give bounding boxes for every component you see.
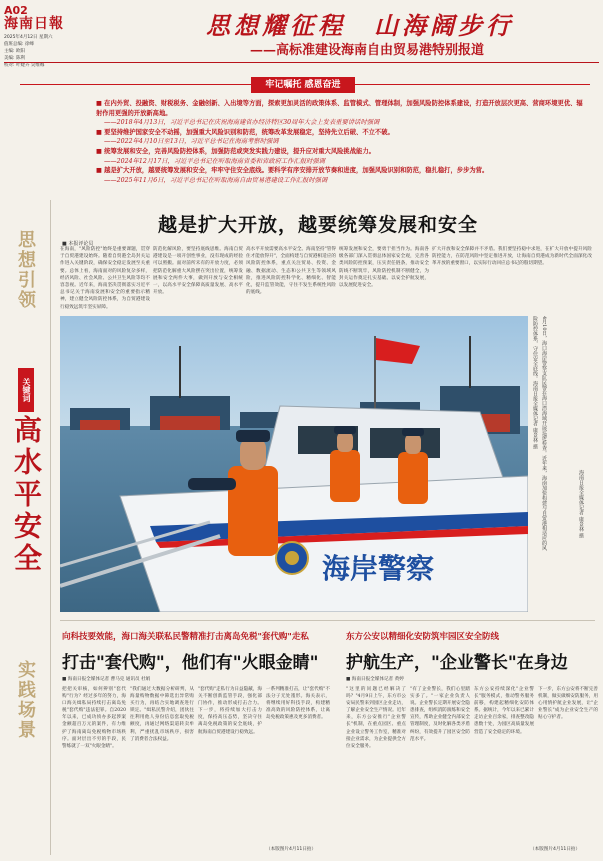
column-label-bottom: 实践场景 [15, 660, 36, 740]
story-right-column: "这里的问题已经解决了吗？"4月9日上午，东方市公安局民警来到园区企业走访，了解企业安全生产情况。近年来，东方公安推行"企业警长"机制，在重点园区、重点企业设立警务工作室，精准对接企业需求，为企业提供全方位安全服务。 [346, 687, 406, 749]
banner-title: 思想耀征程 山海阔步行 [206, 11, 514, 40]
story-right-column: "有了企业警长，我们心里踏实多了。"一家企业负责人说。企业警长定期开展安全隐患排查，组织消防演练和安全宣传，帮助企业健全内部安全管理制度，及时化解各类矛盾纠纷，有效提升了园区安全防范水平。 [410, 687, 470, 742]
photo-credit: 海南日报全媒体记者 康景林 摄 [578, 470, 584, 539]
divider [4, 62, 599, 63]
column-label-mid: 高水平安全 [10, 415, 43, 575]
keyword-tag: 关键词 [18, 368, 34, 412]
masthead-meta-line: 主编: 欧阳 [4, 49, 25, 54]
story-right-kicker: 东方公安以精细化安防筑牢园区安全防线 [346, 632, 500, 642]
story-left-end: （本版图片4月11日拍） [266, 847, 317, 852]
newspaper-logo: 海南日報 [4, 16, 64, 32]
bullet-source: ——2024年12月17日，习近平总书记在听取海南省委和省政府工作汇报时强调 [104, 157, 325, 165]
story-right-headline: 护航生产，"企业警长"在身边 [346, 653, 568, 673]
column-divider [50, 200, 51, 855]
story-right-end: （本版图片4月11日拍） [530, 847, 581, 852]
lead-headline: 越是扩大开放，越要统筹发展和安全 [157, 214, 478, 236]
story-left-column: "套代购"走私行为日益隐蔽，海关不断创新监管手段，强化部门协作，推动形成打击合力。下一步，将持续加大打击力度，保持高压态势，坚决守住离岛免税政策的安全底线，护航海南自贸港建设行稳致远。 [198, 687, 262, 735]
lead-column: 扩大开放和安全保障并不矛盾。我们要坚持稳中求进，在扩大开放中提升风险防控能力，在防范风险中坚定推进开放，让海南自贸港成为新时代全面深化改革开放的重要窗口，以实际行动回应总书记的殷切期望。 [432, 247, 592, 267]
lead-byline: ■ 本报评论员 [62, 241, 94, 247]
story-right-column: 下一步，东方公安将不断完善机制，做实做细安防服务，用心用情护航企业发展，让"企业警长"成为企业安全生产的贴心守护者。 [538, 687, 598, 721]
quote-bullets [96, 99, 588, 185]
masthead-meta-line: 校对: 叶婕卉 吴维娜 [4, 63, 45, 68]
banner-subtitle: ——高标准建设海南自由贸易港特别报道 [250, 43, 485, 58]
bullet-source: ——2022年4月10日至13日，习近平总书记在海南考察时强调 [104, 138, 279, 146]
story-right-source: ■ 海南日报全媒体记者 黄婷 [346, 677, 404, 682]
divider [60, 620, 595, 621]
lead-column: 防范化解风险，要坚持底线思维。海南自贸港建设是一项开创性事业，没有现成的经验可以照搬。面对前所未有的开放力度，必须把防范化解重大风险摆在突出位置，统筹发展和安全两件大事，做到开放与安全相统一，以高水平安全保障高质量发展、高水平开放。 [153, 247, 243, 296]
photo-caption-text: 4月10日，海口海岸警察支队民警在海口湾海域开展巡逻检查。近年来，海南加快构建与自贸港相适应的风险防控体系，守住安全底线。海南日报全媒体记者 康景林 摄 [532, 316, 547, 551]
story-left-source: ■ 海南日报全媒体记者 曹马克 通讯员 杜娟 [62, 677, 151, 682]
bullet-source: ——2018年4月13日，习近平总书记在庆祝海南建省办经济特区30周年大会上发表重要讲话时强调 [104, 119, 380, 127]
story-left-kicker: 向科技要效能，海口海关联私民警精准打击离岛免税"套代购"走私 [62, 632, 309, 642]
lead-column: 统筹发展和安全，要勇于担当作为。海南各级各部门深入贯彻总体国家安全观，完善各类风险防控预案，压实责任链条，推动安全防线不断筑牢，风险防控机制不断健全，为封关运作奠定扎实基础。以安全护航发展，以发展促进安全。 [339, 247, 429, 289]
section-tag: 牢记嘱托 感恩奋进 [251, 77, 355, 93]
photo-caption [530, 316, 600, 612]
masthead-meta-line: 美编: 陈利 [4, 56, 25, 61]
story-left-column: "我们通过大数据分析研判，从海量购物数据中筛选出异常购买行为，再结合实地调查进行锁定。"缉私民警介绍，团伙往往利用他人身份信息套取免税额度，再通过网络渠道转卖牟利，严重扰乱市场秩序，损害了消费者合法权益。 [130, 687, 194, 742]
story-left-column: 一系列精准打击，让"套代购"不法分子无处遁形。海关表示，将继续用好科技手段，构建精准高效的风险防控体系，让离岛免税政策惠及更多消费者。 [266, 687, 330, 721]
lead-column: 在海南，"风险防控"始终是重要课题，贯穿于自贸港建设始终。随着自贸港全岛封关运作进入关键阶段，确保安全稳定发展至关重要。总体上看，海南面对的风险复杂多样，经济风险、社会风险、公共卫生风险等均不容忽视。近年来，海南坚决贯彻落实习近平总书记关于海南发展和安全的重要指示精神，建立健全风险防控体系，为自贸港建设行稳致远筑牢坚实屏障。 [60, 247, 150, 310]
masthead-meta [4, 34, 64, 69]
masthead [4, 4, 64, 69]
column-label-top: 思想引领 [15, 230, 36, 310]
story-right-column: 东方公安持续深化"企业警长"服务模式，推动警务服务前移，构建起精细化安防体系。据统计，今年以来已累计走访企业百余家，排查整改隐患数十处，为园区高质量发展营造了安全稳定的环境。 [474, 687, 534, 735]
bullet-point: ■ 要坚持维护国家安全不动摇，加强重大风险识别和防范，统筹改革发展稳定，坚持先立后破、不立不破。 [96, 128, 394, 136]
bullet-point: ■ 在内外贸、投融资、财税税务、金融创新、入出境等方面，探索更加灵活的政策体系、监管模式、管理体制，加强风险防控体系建设，打造开放层次更高、营商环境更优、辐射作用更强的开放新高地。 [96, 100, 583, 117]
story-left-headline: 打击"套代购"，他们有"火眼金睛" [62, 653, 319, 673]
masthead-meta-line: 2025年4月12日 星期六 [4, 35, 53, 40]
page-number: A02 [4, 4, 28, 17]
bullet-point: ■ 越是扩大开放，越要统筹发展和安全，牢牢守住安全底线。要科学有序安排开放节奏和进度，加强风险识别和防范，稳扎稳打，步步为营。 [96, 167, 489, 175]
bullet-source: ——2025年11月6日，习近平总书记在听取海南自由贸易港建设工作汇报时强调 [104, 176, 328, 184]
masthead-meta-line: 值班总编: 徐峰 [4, 42, 34, 47]
bullet-point: ■ 统筹发展和安全，完善风险防控体系，加强防范或突发实践力建设，提升应对重大风险挑战能力。 [96, 147, 375, 155]
lead-column: 高水平开放需要高水平安全。海南坚持"管得住才能放得开"，全面构建与自贸港相适应的风险防控体系，重点关注贸易、投资、金融、数据流动、生态和公共卫生等领域风险，推进风险防控科学化、精细化、智能化，提升监管效能，守住不发生系统性风险的底线。 [246, 247, 336, 296]
story-left-column: 把把关审核，如何辨别"套代购"行为？经过多年的努力，海口海关缉私局持续打击离岛免税"套代购"违法犯罪。自2020年以来，已成功侦办多起涉案金额超百万元的案件，有力维护了海南离岛免税购物市场秩序。面对层出不穷的手段，民警练就了一双"火眼金睛"。 [62, 687, 126, 749]
patrol-boat-photo [60, 316, 528, 612]
boat-marking: 海岸警察 [322, 552, 435, 585]
lead-photo [60, 316, 528, 612]
